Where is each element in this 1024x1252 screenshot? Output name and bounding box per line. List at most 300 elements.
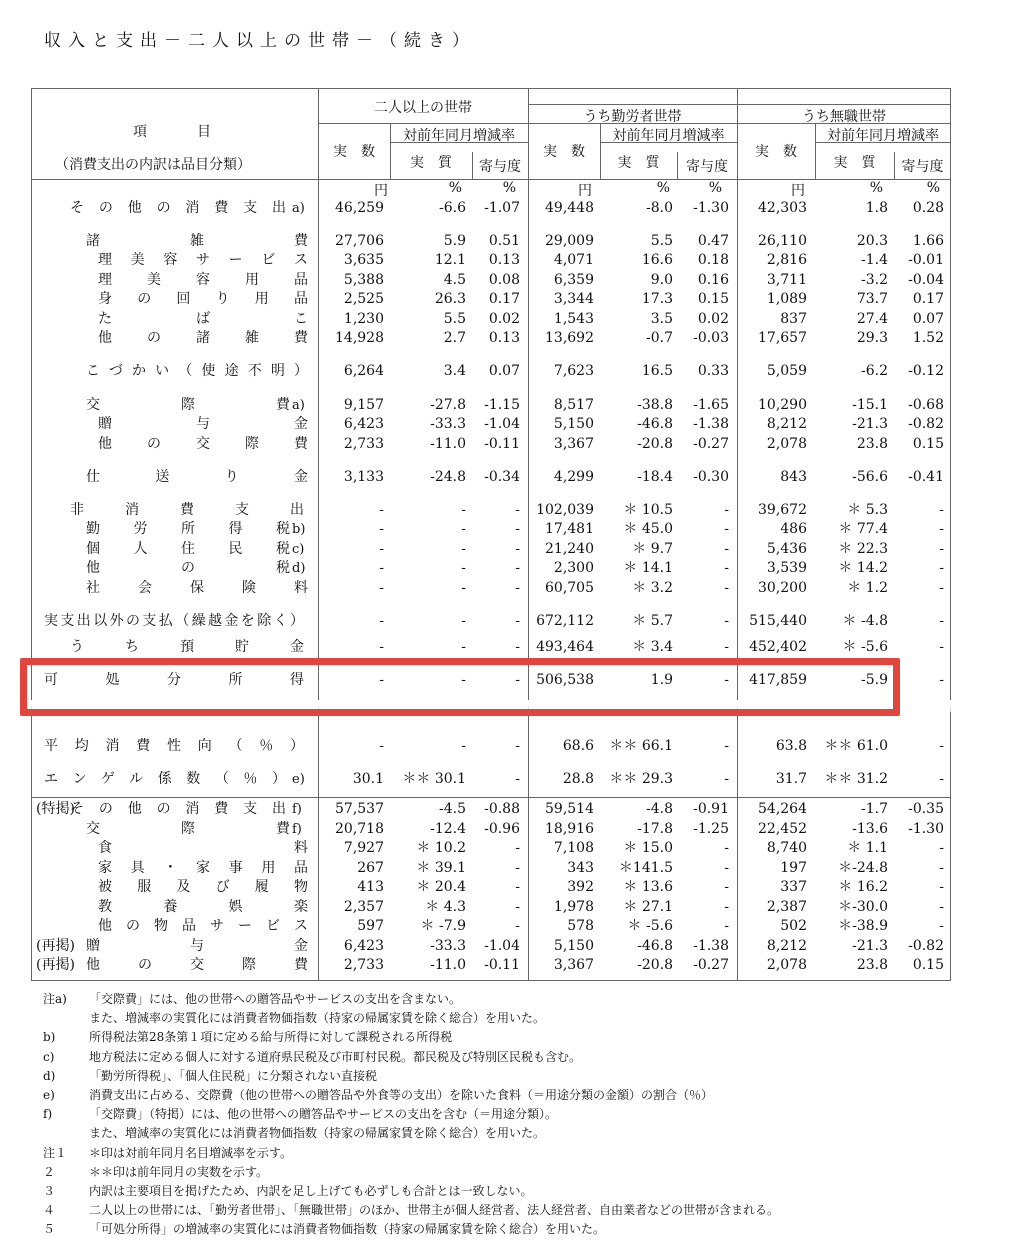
cell-value: 2.7 xyxy=(443,330,466,346)
cell-value: - xyxy=(379,502,384,518)
footnote-key: c) xyxy=(43,1049,55,1064)
cell-value: 2,078 xyxy=(766,957,807,973)
cell-value: 13,692 xyxy=(545,330,594,346)
cell-value: 3,344 xyxy=(553,291,594,307)
cell-value: ＊ 15.0 xyxy=(623,840,673,856)
cell-value: 1.8 xyxy=(865,200,888,216)
cell-value: 502 xyxy=(780,918,807,934)
cell-value: 39,672 xyxy=(758,502,807,518)
cell-value: - xyxy=(939,771,944,787)
footnote-text: 地方税法に定める個人に対する道府県民税及び市町村民税。都民税及び特別区民税も含む。 xyxy=(89,1049,582,1064)
cell-value: -1.04 xyxy=(484,938,520,954)
real-header: 実 質 xyxy=(833,155,876,171)
real-header: 実 質 xyxy=(410,155,452,171)
row-label: 理美容用品 xyxy=(98,272,308,288)
cell-value: -0.82 xyxy=(908,416,944,432)
cell-value: -0.30 xyxy=(693,469,729,485)
unit-label: 円 xyxy=(578,183,592,199)
footnote-text: ＊印は対前年同月名目増減率を示す。 xyxy=(89,1145,293,1160)
cell-value: 267 xyxy=(357,860,384,876)
cell-value: - xyxy=(939,580,944,596)
cell-value: -1.4 xyxy=(861,252,888,268)
cell-value: ＊-38.9 xyxy=(838,918,888,934)
cell-value: - xyxy=(939,613,944,629)
cell-value: 0.51 xyxy=(488,233,520,249)
cell-value: -0.68 xyxy=(908,397,944,413)
row-note-marker: a) xyxy=(292,201,305,216)
footnote-text: 内訳は主要項目を掲げたため、内訳を足し上げても必ずしも合計とは一致しない。 xyxy=(89,1183,533,1198)
cell-value: 28.8 xyxy=(562,771,594,787)
cell-value: 6,423 xyxy=(343,416,384,432)
cell-value: 2,733 xyxy=(343,957,384,973)
cell-value: 0.15 xyxy=(697,291,729,307)
cell-value: ＊＊ 31.2 xyxy=(824,771,888,787)
cell-value: -1.38 xyxy=(693,416,729,432)
footnote-key: ５ xyxy=(43,1222,56,1237)
cell-value: 22,452 xyxy=(758,821,807,837)
unit-label: 円 xyxy=(791,183,805,199)
cell-value: 3.4 xyxy=(443,363,466,379)
cell-value: 493,464 xyxy=(536,639,594,655)
row-label: 家具・家事用品 xyxy=(98,860,308,876)
cell-value: -17.8 xyxy=(637,821,673,837)
cell-value: 3,367 xyxy=(553,436,594,452)
cell-value: 23.8 xyxy=(856,436,888,452)
cell-value: 17,481 xyxy=(545,521,594,537)
cell-value: - xyxy=(724,860,729,876)
cell-value: -1.07 xyxy=(484,200,520,216)
cell-value: ＊ 22.3 xyxy=(838,541,888,557)
row-label: うち預貯金 xyxy=(70,639,304,655)
cell-value: -0.01 xyxy=(908,252,944,268)
footnote-text: ＊＊印は前年同月の実数を示す。 xyxy=(89,1164,269,1179)
cell-value: 42,303 xyxy=(758,200,807,216)
cell-value: 1,089 xyxy=(766,291,807,307)
cell-value: 17.3 xyxy=(641,291,673,307)
cell-value: 9,157 xyxy=(343,397,384,413)
cell-value: -21.3 xyxy=(852,416,888,432)
row-label: 勤労所得税 xyxy=(86,521,290,537)
row-label: たばこ xyxy=(98,311,308,327)
cell-value: - xyxy=(939,899,944,915)
cell-value: 1,543 xyxy=(553,311,594,327)
cell-value: 392 xyxy=(567,879,594,895)
cell-value: 2,387 xyxy=(766,899,807,915)
cell-value: 1.9 xyxy=(650,672,673,688)
footnote xyxy=(43,1086,1003,1105)
footnote xyxy=(43,1201,1003,1220)
cell-value: ＊ 1.2 xyxy=(847,580,888,596)
cell-value: 3,133 xyxy=(343,469,384,485)
cell-value: - xyxy=(379,521,384,537)
cell-value: -27.8 xyxy=(430,397,466,413)
cell-value: - xyxy=(515,771,520,787)
cell-value: - xyxy=(379,639,384,655)
row-label: 贈 与 金 xyxy=(98,416,308,432)
cell-value: 20,718 xyxy=(335,821,384,837)
footnote xyxy=(43,1124,1003,1143)
cell-value: - xyxy=(515,879,520,895)
cell-value: - xyxy=(515,613,520,629)
row-label: 平均消費性向（％） xyxy=(44,738,304,754)
cell-value: 0.15 xyxy=(912,957,944,973)
cell-value: ＊ -4.8 xyxy=(842,613,888,629)
cell-value: 0.08 xyxy=(488,272,520,288)
cell-value: ＊ 14.2 xyxy=(838,560,888,576)
cell-value: ＊141.5 xyxy=(618,860,673,876)
cell-value: 0.28 xyxy=(912,200,944,216)
cell-value: ＊ -5.6 xyxy=(842,639,888,655)
cell-value: ＊ 16.2 xyxy=(838,879,888,895)
footnote-key: ４ xyxy=(43,1203,56,1218)
cell-value: 3.5 xyxy=(650,311,673,327)
cell-value: 5,436 xyxy=(766,541,807,557)
row-label: 個人住民税 xyxy=(86,541,290,557)
cell-value: - xyxy=(515,541,520,557)
footnote xyxy=(43,1182,1003,1201)
cell-value: 8,517 xyxy=(553,397,594,413)
cell-value: 343 xyxy=(567,860,594,876)
cell-value: 0.07 xyxy=(912,311,944,327)
item-subheader: （消費支出の内訳は品目分類） xyxy=(55,157,251,173)
row-label: 諸 雑 費 xyxy=(86,233,308,249)
cell-value: 1.66 xyxy=(912,233,944,249)
row-label: その他の消費支出 xyxy=(70,200,286,216)
cell-value: - xyxy=(939,541,944,557)
row-label: その他の消費支出 xyxy=(70,801,286,817)
row-label: 可処分所得 xyxy=(44,672,304,688)
row-label: 食 料 xyxy=(98,840,308,856)
cell-value: -33.3 xyxy=(430,416,466,432)
cell-value: 29,009 xyxy=(545,233,594,249)
cell-value: 7,623 xyxy=(553,363,594,379)
cell-value: - xyxy=(461,613,466,629)
cell-value: 197 xyxy=(780,860,807,876)
cell-value: -46.8 xyxy=(637,416,673,432)
unit-label: % xyxy=(502,180,516,196)
cell-value: ＊ 10.5 xyxy=(623,502,673,518)
cell-value: - xyxy=(939,879,944,895)
cell-value: -33.3 xyxy=(430,938,466,954)
cell-value: ＊＊ 29.3 xyxy=(609,771,673,787)
cell-value: 0.02 xyxy=(488,311,520,327)
cell-value: 10,290 xyxy=(758,397,807,413)
cell-value: 452,402 xyxy=(749,639,807,655)
cell-value: 506,538 xyxy=(536,672,594,688)
cell-value: -12.4 xyxy=(430,821,466,837)
cell-value: -18.4 xyxy=(637,469,673,485)
cell-value: -4.5 xyxy=(439,801,466,817)
footnote xyxy=(43,1220,1003,1239)
cell-value: 0.18 xyxy=(697,252,729,268)
cell-value: 6,359 xyxy=(553,272,594,288)
cell-value: - xyxy=(461,672,466,688)
unit-label: 円 xyxy=(374,183,388,199)
cell-value: -0.41 xyxy=(908,469,944,485)
cell-value: 5,150 xyxy=(553,416,594,432)
cell-value: - xyxy=(379,541,384,557)
cell-value: 31.7 xyxy=(775,771,807,787)
cell-value: -13.6 xyxy=(852,821,888,837)
cell-value: -46.8 xyxy=(637,938,673,954)
group-header-unemployed: うち無職世帯 xyxy=(802,109,886,125)
cell-value: - xyxy=(724,879,729,895)
cell-value: ＊＊ 66.1 xyxy=(609,738,673,754)
cell-value: 1,230 xyxy=(343,311,384,327)
cell-value: 0.13 xyxy=(488,252,520,268)
cell-value: 6,423 xyxy=(343,938,384,954)
footnote-text: また、増減率の実質化には消費者物価指数（持家の帰属家賃を除く総合）を用いた。 xyxy=(89,1011,546,1026)
footnote-key: f) xyxy=(43,1107,53,1122)
cell-value: -1.04 xyxy=(484,416,520,432)
cell-value: - xyxy=(724,502,729,518)
cell-value: ＊ 9.7 xyxy=(632,541,673,557)
cell-value: -15.1 xyxy=(852,397,888,413)
row-label: エンゲル係数（％） xyxy=(44,771,286,787)
contribution-header: 寄与度 xyxy=(686,159,728,175)
divider xyxy=(31,179,951,180)
cell-value: -5.9 xyxy=(861,672,888,688)
cell-value: 3,367 xyxy=(553,957,594,973)
cell-value: -11.0 xyxy=(430,957,466,973)
cell-value: - xyxy=(461,502,466,518)
row-label: 交 際 費 xyxy=(86,821,290,837)
footnote xyxy=(43,990,1003,1009)
cell-value: 63.8 xyxy=(775,738,807,754)
cell-value: -0.91 xyxy=(693,801,729,817)
cell-value: -0.34 xyxy=(484,469,520,485)
cell-value: -8.0 xyxy=(646,200,673,216)
cell-value: -0.82 xyxy=(908,938,944,954)
cell-value: 57,537 xyxy=(335,801,384,817)
cell-value: 20.3 xyxy=(856,233,888,249)
cell-value: -0.04 xyxy=(908,272,944,288)
cell-value: 5,150 xyxy=(553,938,594,954)
cell-value: 578 xyxy=(567,918,594,934)
row-label: 社会保険料 xyxy=(86,580,308,596)
footnote xyxy=(43,1009,1003,1028)
cell-value: -0.96 xyxy=(484,821,520,837)
cell-value: -38.8 xyxy=(637,397,673,413)
yoy-header: 対前年同月増減率 xyxy=(827,128,939,144)
cell-value: - xyxy=(461,639,466,655)
cell-value: -0.03 xyxy=(693,330,729,346)
cell-value: 46,259 xyxy=(335,200,384,216)
cell-value: 9.0 xyxy=(650,272,673,288)
row-prefix: (特掲) xyxy=(36,801,75,817)
cell-value: 8,740 xyxy=(766,840,807,856)
cell-value: - xyxy=(461,560,466,576)
cell-value: 0.47 xyxy=(697,233,729,249)
cell-value: - xyxy=(515,521,520,537)
cell-value: 49,448 xyxy=(545,200,594,216)
cell-value: 26,110 xyxy=(758,233,807,249)
cell-value: 672,112 xyxy=(536,613,594,629)
cell-value: - xyxy=(939,502,944,518)
row-label: 交 際 費 xyxy=(86,397,290,413)
cell-value: - xyxy=(939,860,944,876)
cell-value: 26.3 xyxy=(434,291,466,307)
row-note-marker: f) xyxy=(292,802,302,817)
cell-value: - xyxy=(724,899,729,915)
row-note-marker: c) xyxy=(292,542,305,557)
cell-value: 2,357 xyxy=(343,899,384,915)
cell-value: -6.2 xyxy=(861,363,888,379)
cell-value: - xyxy=(515,639,520,655)
cell-value: - xyxy=(939,840,944,856)
cell-value: -0.12 xyxy=(908,363,944,379)
footnotes xyxy=(43,990,1003,1239)
footnote-key: d) xyxy=(43,1068,56,1083)
cell-value: -24.8 xyxy=(430,469,466,485)
cell-value: - xyxy=(724,918,729,934)
unit-label: % xyxy=(708,180,722,196)
cell-value: - xyxy=(461,521,466,537)
footnote xyxy=(43,1144,1003,1163)
cell-value: 2,733 xyxy=(343,436,384,452)
actual-header: 実 数 xyxy=(543,144,585,160)
cell-value: 8,212 xyxy=(766,416,807,432)
cell-value: -1.65 xyxy=(693,397,729,413)
row-label: 他の諸雑費 xyxy=(98,330,308,346)
cell-value: - xyxy=(724,521,729,537)
cell-value: - xyxy=(461,738,466,754)
footnote-key xyxy=(43,1009,89,1028)
row-label: 他の物品サービス xyxy=(98,918,308,934)
cell-value: -21.3 xyxy=(852,938,888,954)
cell-value: 18,916 xyxy=(545,821,594,837)
footnote xyxy=(43,1067,1003,1086)
cell-value: - xyxy=(515,502,520,518)
cell-value: 27,706 xyxy=(335,233,384,249)
row-note-marker: a) xyxy=(292,398,305,413)
cell-value: -1.30 xyxy=(908,821,944,837)
cell-value: 30.1 xyxy=(352,771,384,787)
row-note-marker: e) xyxy=(292,772,305,787)
cell-value: -11.0 xyxy=(430,436,466,452)
cell-value: 2,816 xyxy=(766,252,807,268)
cell-value: ＊-30.0 xyxy=(838,899,888,915)
row-prefix: (再掲) xyxy=(36,957,75,973)
cell-value: - xyxy=(724,613,729,629)
cell-value: 5.5 xyxy=(443,311,466,327)
cell-value: ＊ 10.2 xyxy=(416,840,466,856)
cell-value: ＊＊ 30.1 xyxy=(402,771,466,787)
footnote xyxy=(43,1163,1003,1182)
cell-value: 2,078 xyxy=(766,436,807,452)
footnote-key: 注a) xyxy=(43,992,67,1006)
cell-value: -1.38 xyxy=(693,938,729,954)
highlight-box xyxy=(20,658,900,716)
cell-value: -6.6 xyxy=(439,200,466,216)
cell-value: -1.30 xyxy=(693,200,729,216)
cell-value: 68.6 xyxy=(562,738,594,754)
unit-label: % xyxy=(448,180,462,196)
cell-value: -0.35 xyxy=(908,801,944,817)
cell-value: 3,635 xyxy=(343,252,384,268)
cell-value: 12.1 xyxy=(434,252,466,268)
cell-value: 3,711 xyxy=(766,272,807,288)
row-label: 他の交際費 xyxy=(98,436,308,452)
group-header-workers: うち勤労者世帯 xyxy=(583,109,682,125)
footnote-key: e) xyxy=(43,1087,55,1102)
row-label: 他 の 税 xyxy=(86,560,290,576)
row-label: 贈 与 金 xyxy=(86,938,308,954)
cell-value: 21,240 xyxy=(545,541,594,557)
cell-value: 2,300 xyxy=(553,560,594,576)
cell-value: ＊ 4.3 xyxy=(425,899,466,915)
row-label: 身の回り用品 xyxy=(98,291,308,307)
cell-value: - xyxy=(939,672,944,688)
cell-value: 30,200 xyxy=(758,580,807,596)
cell-value: ＊ 20.4 xyxy=(416,879,466,895)
row-label: 実支出以外の支払（繰越金を除く） xyxy=(44,613,304,629)
cell-value: ＊-24.8 xyxy=(838,860,888,876)
cell-value: 5,059 xyxy=(766,363,807,379)
cell-value: - xyxy=(724,771,729,787)
cell-value: 2,525 xyxy=(343,291,384,307)
cell-value: 837 xyxy=(780,311,807,327)
cell-value: - xyxy=(379,613,384,629)
row-label: 理美容サービス xyxy=(98,252,308,268)
cell-value: 486 xyxy=(780,521,807,537)
cell-value: -0.11 xyxy=(484,957,520,973)
cell-value: - xyxy=(515,840,520,856)
cell-value: - xyxy=(515,738,520,754)
row-label: 教養娯楽 xyxy=(98,899,308,915)
cell-value: - xyxy=(724,580,729,596)
footnote-text: 二人以上の世帯には、「勤労者世帯」、「無職世帯」のほか、世帯主が個人経営者、法人経営者、自由業者などの世帯が含まれる。 xyxy=(89,1203,780,1218)
cell-value: -0.7 xyxy=(646,330,673,346)
cell-value: ＊ 5.7 xyxy=(632,613,673,629)
cell-value: ＊ 5.3 xyxy=(847,502,888,518)
cell-value: - xyxy=(939,738,944,754)
footnote xyxy=(43,1105,1003,1124)
cell-value: - xyxy=(379,738,384,754)
cell-value: - xyxy=(515,672,520,688)
cell-value: - xyxy=(724,840,729,856)
contribution-header: 寄与度 xyxy=(479,159,521,175)
cell-value: 597 xyxy=(357,918,384,934)
cell-value: - xyxy=(515,899,520,915)
footnote-text: 所得税法第28条第１項に定める給与所得に対して課税される所得税 xyxy=(89,1030,453,1045)
cell-value: 0.15 xyxy=(912,436,944,452)
cell-value: ＊ 27.1 xyxy=(623,899,673,915)
divider xyxy=(528,104,951,105)
yoy-header: 対前年同月増減率 xyxy=(612,128,725,144)
cell-value: ＊ 3.2 xyxy=(632,580,673,596)
cell-value: 0.17 xyxy=(912,291,944,307)
unit-label: % xyxy=(926,180,940,196)
footnote-text: また、増減率の実質化には消費者物価指数（持家の帰属家賃を除く総合）を用いた。 xyxy=(89,1126,546,1141)
cell-value: 1.52 xyxy=(912,330,944,346)
cell-value: 515,440 xyxy=(749,613,807,629)
cell-value: 7,108 xyxy=(553,840,594,856)
cell-value: 73.7 xyxy=(856,291,888,307)
cell-value: - xyxy=(379,560,384,576)
cell-value: -20.8 xyxy=(637,436,673,452)
cell-value: -4.8 xyxy=(646,801,673,817)
cell-value: - xyxy=(379,672,384,688)
cell-value: ＊ -5.6 xyxy=(627,918,673,934)
cell-value: 3,539 xyxy=(766,560,807,576)
row-label: 非消費支出 xyxy=(70,502,304,518)
cell-value: -1.25 xyxy=(693,821,729,837)
cell-value: - xyxy=(461,580,466,596)
footnote-key xyxy=(43,1124,89,1143)
cell-value: -0.88 xyxy=(484,801,520,817)
cell-value: 0.07 xyxy=(488,363,520,379)
